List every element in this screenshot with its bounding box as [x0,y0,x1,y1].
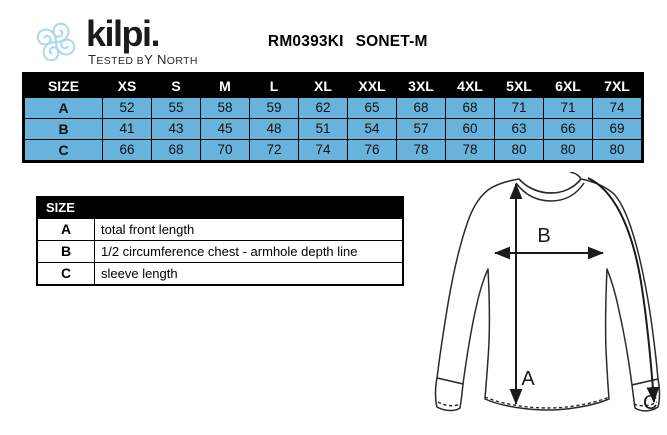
list-item [38,263,403,285]
measure-cell: 80 [495,140,544,161]
measure-cell: 59 [250,98,299,119]
product-name: SONET-M [355,33,428,50]
celtic-knot-icon [32,18,80,66]
row-label: A [25,98,103,119]
product-title [268,33,428,51]
measure-cell: 70 [201,140,250,161]
measure-cell: 74 [299,140,348,161]
brand-name: kilpi. [86,13,160,55]
table-row [25,140,642,161]
size-header-cell: 6XL [544,75,593,98]
legend-table-container [36,196,404,286]
size-header-cell: XS [103,75,152,98]
measure-cell: 41 [103,119,152,140]
size-table-container [22,72,644,163]
shirt-outline [436,172,660,411]
label-c: C [643,392,658,414]
measure-cell: 71 [495,98,544,119]
measure-cell: 78 [446,140,495,161]
size-header-cell: M [201,75,250,98]
legend-header-cell: SIZE [38,198,403,219]
size-header-cell: 3XL [397,75,446,98]
size-header-cell: 5XL [495,75,544,98]
measure-cell: 48 [250,119,299,140]
legend-description: 1/2 circumference chest - armhole depth line [95,241,403,263]
legend-key: B [38,241,95,263]
measure-cell: 45 [201,119,250,140]
measure-cell: 60 [446,119,495,140]
measure-cell: 68 [446,98,495,119]
brand-wordmark [86,13,198,67]
size-header-cell: S [152,75,201,98]
measure-cell: 57 [397,119,446,140]
size-header-cell: XL [299,75,348,98]
measure-cell: 66 [103,140,152,161]
measure-cell: 66 [544,119,593,140]
measure-cell: 43 [152,119,201,140]
measure-cell: 80 [593,140,642,161]
size-table-header-row [25,75,642,98]
legend-description: sleeve length [95,263,403,285]
measure-cell: 80 [544,140,593,161]
measure-cell: 74 [593,98,642,119]
row-label: C [25,140,103,161]
garment-diagram [418,172,667,435]
measure-cell: 52 [103,98,152,119]
measure-cell: 68 [397,98,446,119]
legend-key: A [38,219,95,241]
row-label: B [25,119,103,140]
measure-cell: 55 [152,98,201,119]
legend-header-row [38,198,403,219]
measure-cell: 54 [348,119,397,140]
size-header-cell: 7XL [593,75,642,98]
table-row [25,119,642,140]
measure-cell: 65 [348,98,397,119]
size-header-cell: XXL [348,75,397,98]
brand-tagline: TESTED BY NORTH [88,51,198,67]
measure-cell: 76 [348,140,397,161]
measure-cell: 72 [250,140,299,161]
measure-cell: 58 [201,98,250,119]
size-header-cell: L [250,75,299,98]
product-code: RM0393KI [267,33,344,50]
legend-table [37,197,403,285]
table-row [25,98,642,119]
measure-cell: 62 [299,98,348,119]
legend-description: total front length [95,219,403,241]
legend-key: C [38,263,95,285]
brand-header [22,12,644,72]
list-item [38,219,403,241]
label-a: A [521,368,535,390]
measure-cell: 69 [593,119,642,140]
measure-cell: 71 [544,98,593,119]
size-header-cell: 4XL [446,75,495,98]
measure-cell: 68 [152,140,201,161]
size-header-cell: SIZE [25,75,103,98]
list-item [38,241,403,263]
label-b: B [537,225,551,247]
measure-cell: 78 [397,140,446,161]
kilpi-logo [32,13,198,67]
measure-cell: 51 [299,119,348,140]
size-table [24,74,642,161]
measure-cell: 63 [495,119,544,140]
